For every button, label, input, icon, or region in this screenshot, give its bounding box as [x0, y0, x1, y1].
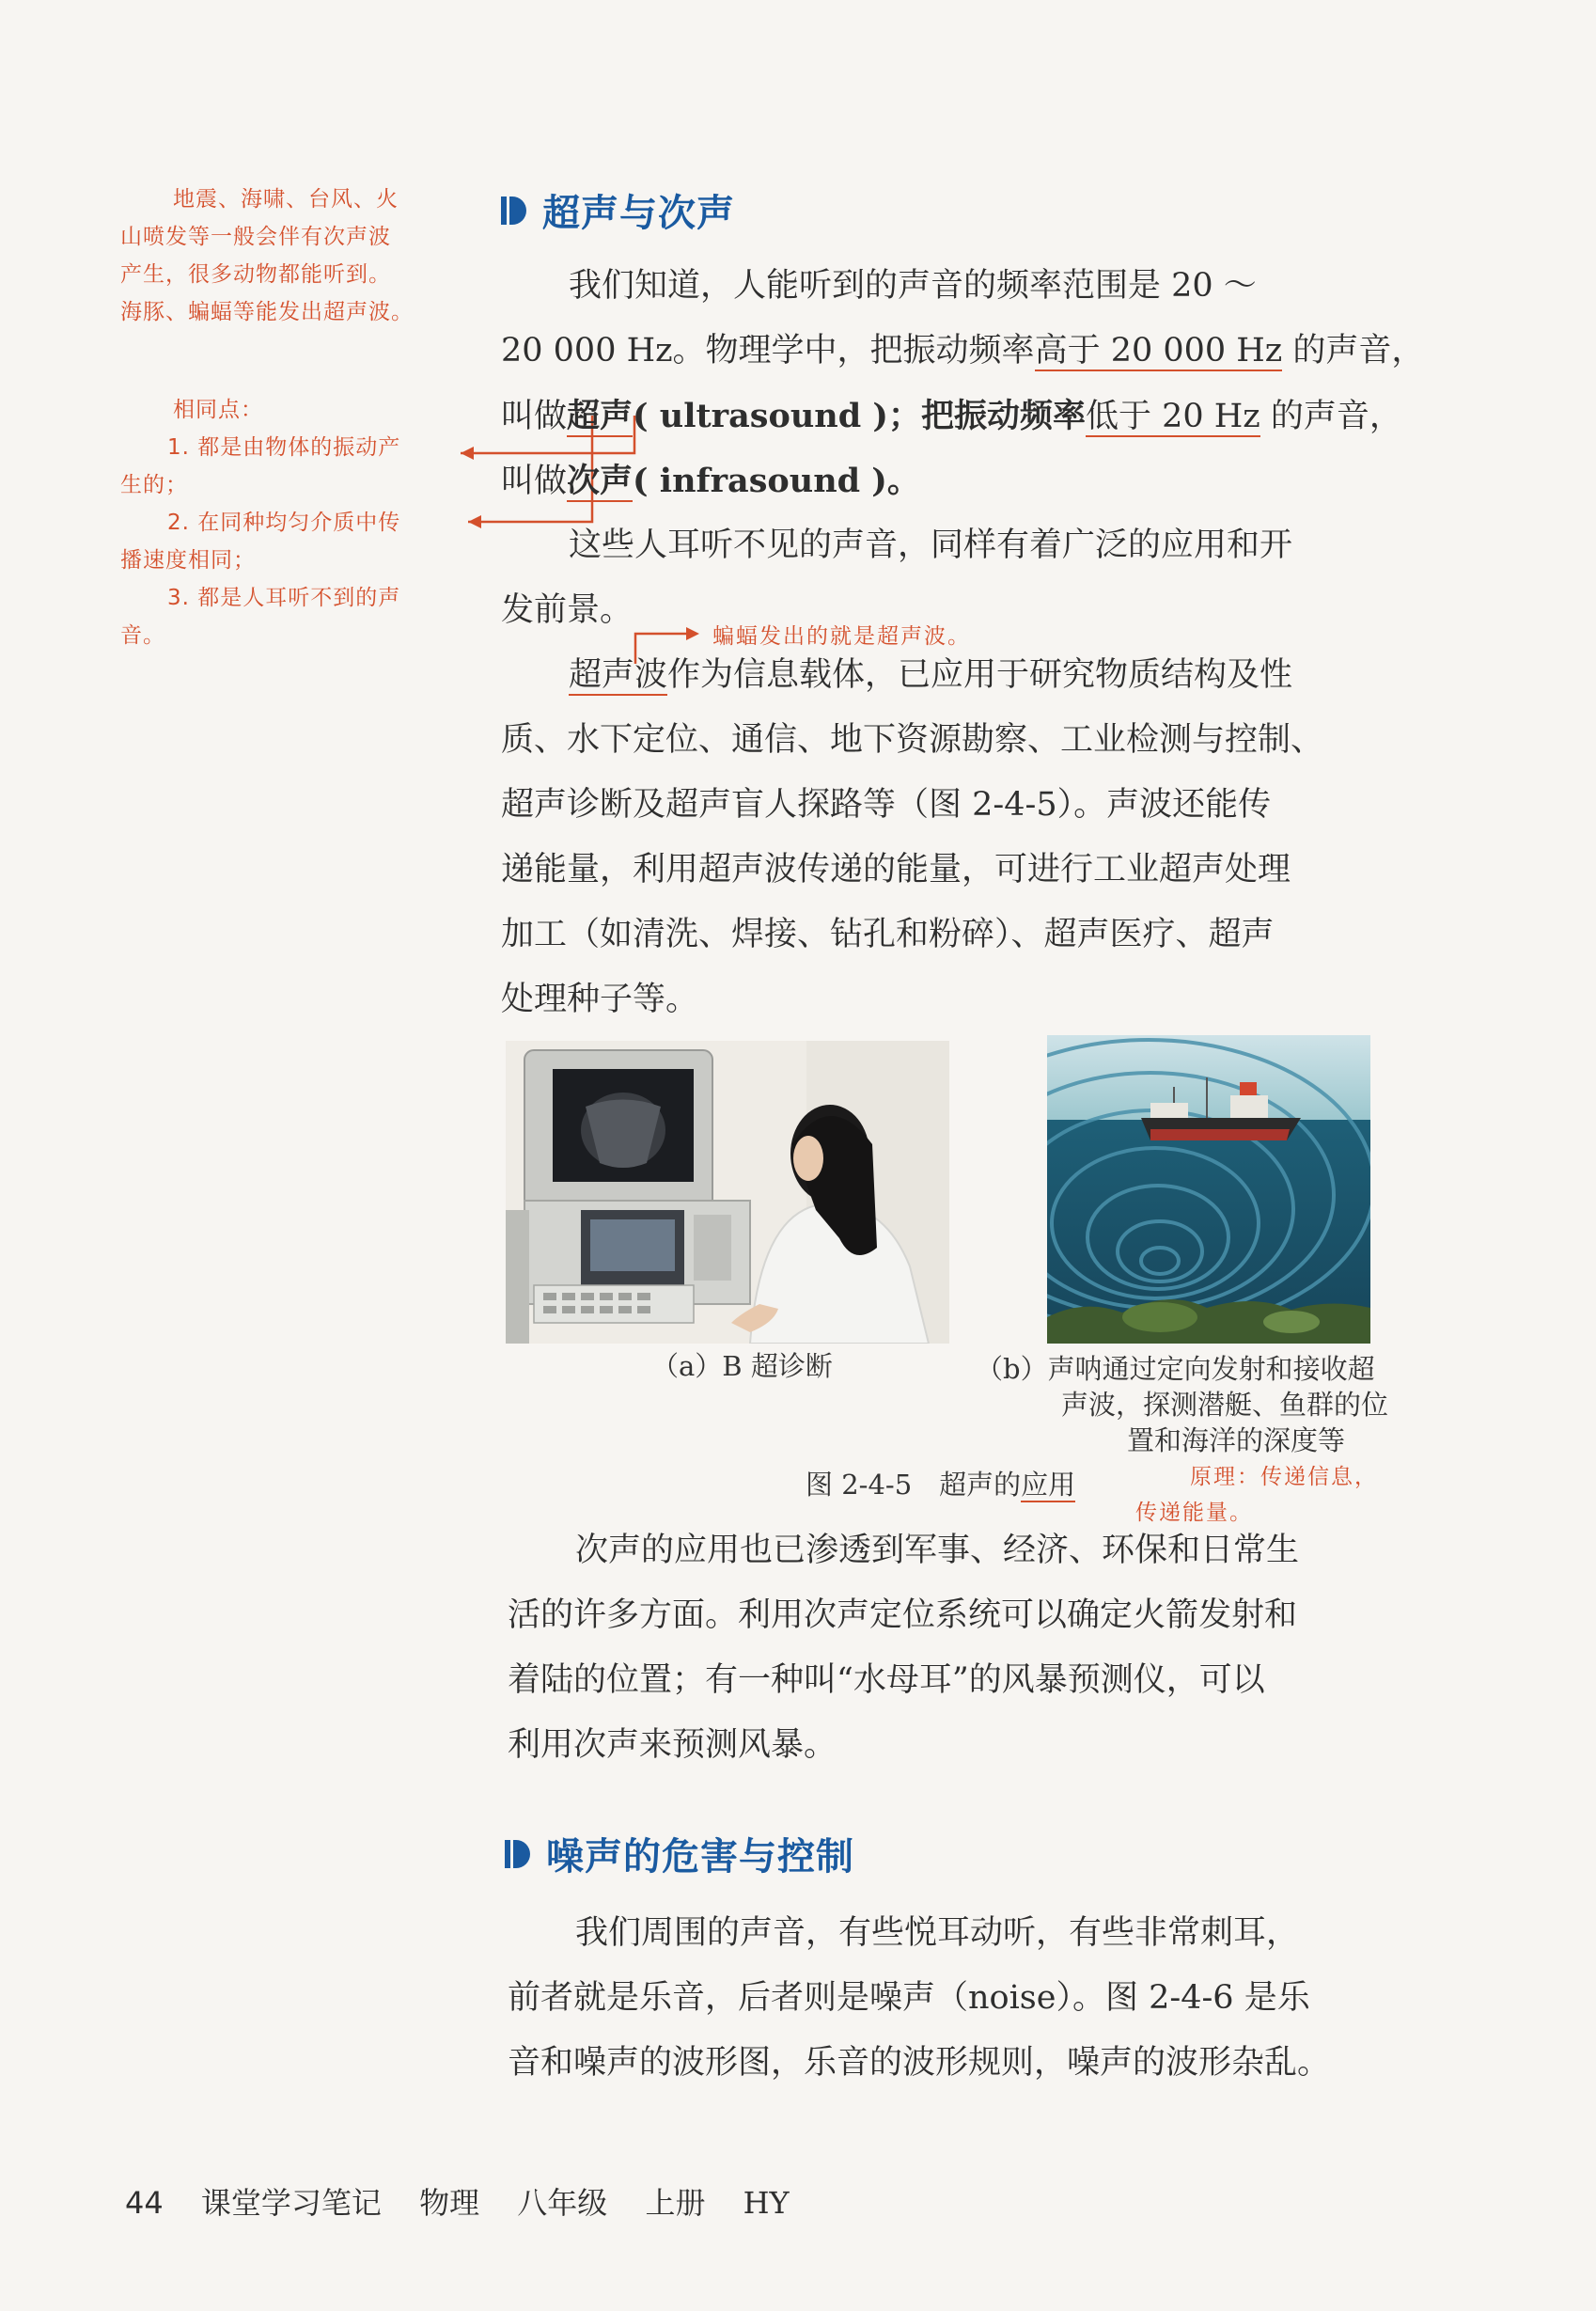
margin-note-animals: [120, 181, 414, 331]
text-line: 这些人耳听不见的声音，同样有着广泛的应用和开: [569, 527, 1293, 564]
paragraph-ultrasound-applications: [501, 643, 1432, 1032]
note-line: 生的；: [120, 473, 188, 497]
text-line: 我们知道，人能听到的声音的频率范围是 20 ～: [569, 267, 1257, 305]
text-line: 着陆的位置；有一种叫“水母耳”的风暴预测仪，可以: [508, 1661, 1265, 1699]
text-line: 利用次声来预测风暴。: [508, 1726, 837, 1764]
text-line: 前者就是乐音，后者则是噪声（noise）。图 2-4-6 是乐: [508, 1979, 1310, 2017]
section-heading-noise: [505, 1827, 854, 1880]
section-heading-ultrasound: [501, 183, 735, 237]
section-marker-icon: [505, 1836, 533, 1872]
figure-a-caption: （a）B 超诊断: [651, 1350, 833, 1382]
section-marker-icon: [501, 193, 529, 228]
term-ultrasound: 超声: [567, 397, 634, 435]
text-line: 处理种子等。: [501, 981, 699, 1018]
section-title: 超声与次声: [542, 192, 735, 235]
note-line: 地震、海啸、台风、火: [173, 187, 399, 212]
volume: 上册: [645, 2185, 706, 2221]
note-line: 音。: [120, 623, 165, 648]
page-footer: [125, 2179, 818, 2223]
grade: 八年级: [517, 2185, 608, 2221]
text-line: 20 000 Hz。物理学中，把振动频率高于 20 000 Hz 的声音，: [501, 332, 1425, 369]
text-line: 发前景。: [501, 591, 634, 629]
handwritten-note-bat: 蝙蝠发出的就是超声波。: [712, 624, 971, 649]
photo-b-ultrasound: [506, 1041, 949, 1344]
margin-note-similarities: [120, 391, 400, 654]
term-infrasound: 次声: [567, 462, 634, 500]
edition: HY: [743, 2185, 790, 2221]
text-line: 音和噪声的波形图，乐音的波形规则，噪声的波形杂乱。: [508, 2044, 1331, 2082]
note-line: 3. 都是人耳听不到的声: [167, 586, 401, 610]
figure-b-caption-line2: 声波，探测潜艇、鱼群的位: [1061, 1389, 1389, 1421]
paragraph-infrasound-applications: [508, 1518, 1438, 1778]
note-line: 相同点：: [173, 398, 263, 422]
note-line: 2. 在同种均匀介质中传: [167, 511, 401, 535]
text-line: 超声诊断及超声盲人探路等（图 2-4-5）。声波还能传: [501, 786, 1272, 824]
handwritten-note-principle: 原理：传递信息， 传递能量。: [1135, 1465, 1378, 1525]
photo-sonar: [1047, 1035, 1370, 1344]
note-line: 产生，很多动物都能听到。: [120, 262, 391, 287]
figure-b-caption-line1: （b）声呐通过定向发射和接收超: [976, 1353, 1375, 1385]
text-line: 超声波作为信息载体，已应用于研究物质结构及性: [569, 656, 1293, 694]
text-line: 次声的应用也已渗透到军事、经济、环保和日常生: [575, 1532, 1300, 1569]
figure-title: 图 2-4-5 超声的应用: [806, 1469, 1076, 1501]
paragraph-frequency-range: [501, 254, 1432, 513]
book-title: 课堂学习笔记: [200, 2185, 382, 2221]
page-number: 44: [125, 2185, 164, 2221]
note-line: 播速度相同；: [120, 548, 256, 573]
text-line: 活的许多方面。利用次声定位系统可以确定火箭发射和: [508, 1596, 1298, 1634]
ultrasound-scene-illustration: [506, 1041, 949, 1344]
subject: 物理: [419, 2185, 480, 2221]
text-line: 加工（如清洗、焊接、钻孔和粉碎）、超声医疗、超声: [501, 916, 1275, 953]
sonar-scene-illustration: [1047, 1035, 1370, 1344]
text-line: 质、水下定位、通信、地下资源勘察、工业检测与控制、: [501, 721, 1324, 759]
section-title: 噪声的危害与控制: [546, 1835, 854, 1879]
note-line: 山喷发等一般会伴有次声波: [120, 225, 391, 249]
text-line: 我们周围的声音，有些悦耳动听，有些非常刺耳，: [575, 1914, 1300, 1952]
note-line: 1. 都是由物体的振动产: [167, 435, 401, 460]
note-line: 海豚、蝙蝠等能发出超声波。: [120, 300, 414, 324]
text-line: 递能量，利用超声波传递的能量，可进行工业超声处理: [501, 851, 1291, 888]
paragraph-noise: [508, 1901, 1438, 2096]
text-line: 叫做超声( ultrasound )；把振动频率低于 20 Hz 的声音，: [501, 397, 1402, 435]
text-line: 叫做次声( infrasound )。: [501, 462, 920, 500]
figure-b-caption-line3: 置和海洋的深度等: [1127, 1424, 1346, 1456]
